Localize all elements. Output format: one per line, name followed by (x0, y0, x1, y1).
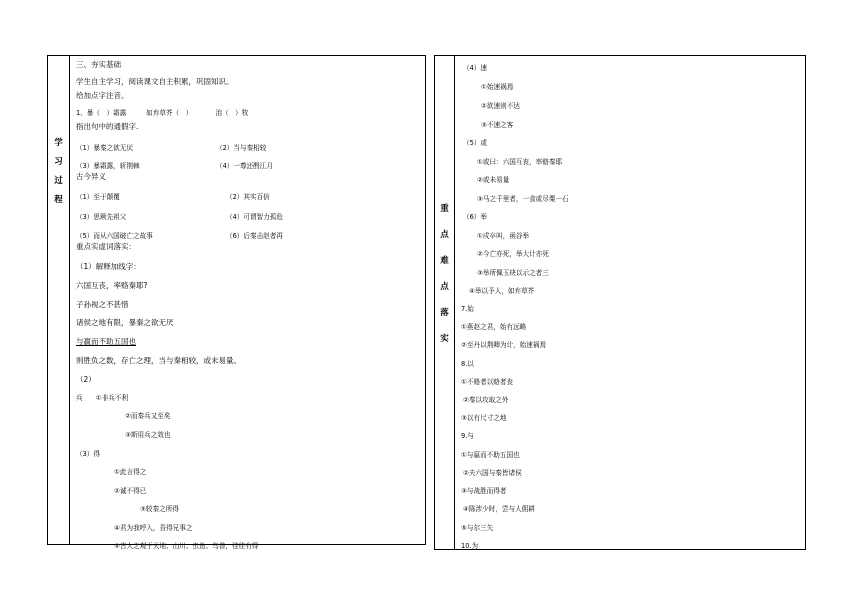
word-item: ①不赂者以赂者丧 (461, 378, 514, 386)
sub-heading: 10.为 (461, 542, 479, 550)
word-item: ②今亡亦死，举大计亦死 (477, 250, 549, 258)
side-char: 落 (440, 308, 449, 318)
word-item: ⑤与尔三矢 (461, 524, 494, 532)
word-item: ④举以予人，如弃草芥 (469, 287, 535, 295)
side-char: 学 (54, 138, 63, 148)
right-table (434, 55, 806, 550)
yiyi-row (76, 191, 396, 201)
word-item: ④君为我呼入，吾得兄事之 (114, 524, 193, 532)
word-item: ③不速之客 (481, 121, 514, 129)
sub-heading: （6）举 (463, 213, 487, 221)
sub-heading: （3）得 (76, 450, 100, 458)
item-text: （2）当与秦相较 (216, 144, 267, 152)
tongjia-row (76, 142, 396, 152)
item-text: （2）其实百倍 (226, 193, 270, 201)
side-char: 程 (54, 195, 63, 205)
item-text: （3）暴霜露，斩荆棘 (76, 162, 140, 170)
side-char: 点 (440, 282, 449, 292)
sub-heading: 9.与 (461, 432, 474, 440)
item-text: （1）至于颠覆 (76, 193, 120, 201)
word-item: ②欲速则不达 (481, 102, 520, 110)
word-item: ③举所佩玉玦以示之者三 (477, 269, 549, 277)
word-item: ②夫六国与秦皆诸侯 (463, 469, 522, 477)
word-item: ②而秦兵又至矣 (125, 412, 171, 420)
item-text: （4）一尊还酹江月 (216, 162, 273, 170)
word-item: ①燕赵之君，始有远略 (461, 323, 527, 331)
word-item: ③以有尺寸之地 (461, 414, 507, 422)
side-char: 习 (54, 157, 63, 167)
word-item: ④陈涉少时，尝与人佣耕 (463, 505, 535, 513)
side-char: 过 (54, 176, 63, 186)
left-side-label-column (48, 56, 70, 544)
sub-heading: 8.以 (461, 360, 474, 368)
side-label-key-points (435, 196, 454, 352)
word-item: ⑤古人之观于天地、山川、虫鱼、鸟兽，往往有得 (114, 542, 259, 550)
sub-heading: 7.始 (461, 305, 474, 313)
side-char: 重 (440, 204, 449, 214)
side-char: 实 (440, 334, 449, 344)
left-table (47, 55, 426, 550)
sentence: 则胜负之数，存亡之理，当与秦相较，或未易量。 (76, 356, 241, 365)
word-item: ②秦以攻取之外 (463, 396, 509, 404)
word-item: ③斯用兵之效也 (125, 431, 171, 439)
section-heading: 三、夯实基础 (76, 60, 121, 69)
word-item: ②或未易量 (477, 176, 510, 184)
instruction-text: 指出句中的通假字. (76, 122, 139, 131)
pinyin-question: 1、暴（ ）霜露 如弃草芥（ ） 洎（ ）牧 (76, 109, 249, 117)
word-item: ③马之千里者，一食或尽粟一石 (477, 195, 569, 203)
word-item: ①始速祸焉 (481, 83, 514, 91)
sub-heading: （4）速 (463, 64, 487, 72)
word-item: ①或曰：六国互丧，率赂秦耶 (477, 158, 563, 166)
instruction-text: 古今异义 (76, 172, 106, 181)
right-side-label-column (435, 56, 455, 549)
word-item: ①戍卒叫，函谷举 (477, 232, 530, 240)
tongjia-row (76, 160, 396, 170)
word-item: 兵 ①非兵不利 (76, 394, 129, 402)
side-char: 点 (440, 230, 449, 240)
yiyi-row (76, 211, 396, 221)
instruction-text: 重点实虚词落实： (76, 242, 136, 251)
item-text: （1）暴秦之欲无厌 (76, 144, 133, 152)
word-item: ③与战胜而得者 (461, 487, 507, 495)
side-label-learning-process (48, 134, 69, 210)
instruction-text: 学生自主学习，阅读课文自主积累，巩固知识。 (76, 77, 234, 86)
instruction-text: 给加点字注音。 (76, 91, 129, 100)
word-item: ②诚不得已 (114, 487, 147, 495)
side-char: 难 (440, 256, 449, 266)
sub-heading: （5）或 (463, 139, 487, 147)
sub-heading: （2） (76, 375, 96, 384)
word-item: ①此言得之 (114, 468, 147, 476)
sentence: 与嬴而不助五国也 (76, 337, 136, 346)
sentence: 子孙视之不甚惜 (76, 300, 129, 309)
sentence: 诸侯之地有限，暴秦之欲无厌 (76, 318, 174, 327)
yiyi-row (76, 230, 396, 240)
left-content (70, 56, 425, 550)
item-text: （6）后秦击赵者再 (226, 232, 283, 240)
right-content (455, 56, 805, 549)
word-item: ③较秦之所得 (140, 505, 179, 513)
item-text: （4）可谓智力孤危 (226, 213, 283, 221)
instruction-text: （1）解释加线字： (76, 262, 141, 271)
sentence: 六国互丧，率赂秦耶? (76, 281, 148, 290)
word-item: ②至丹以荆卿为计，始速祸焉 (461, 341, 547, 349)
item-text: （3）思厥先祖父 (76, 213, 127, 221)
word-item: ①与嬴而不助五国也 (461, 451, 520, 459)
item-text: （5）而从六国破亡之故事 (76, 232, 153, 240)
